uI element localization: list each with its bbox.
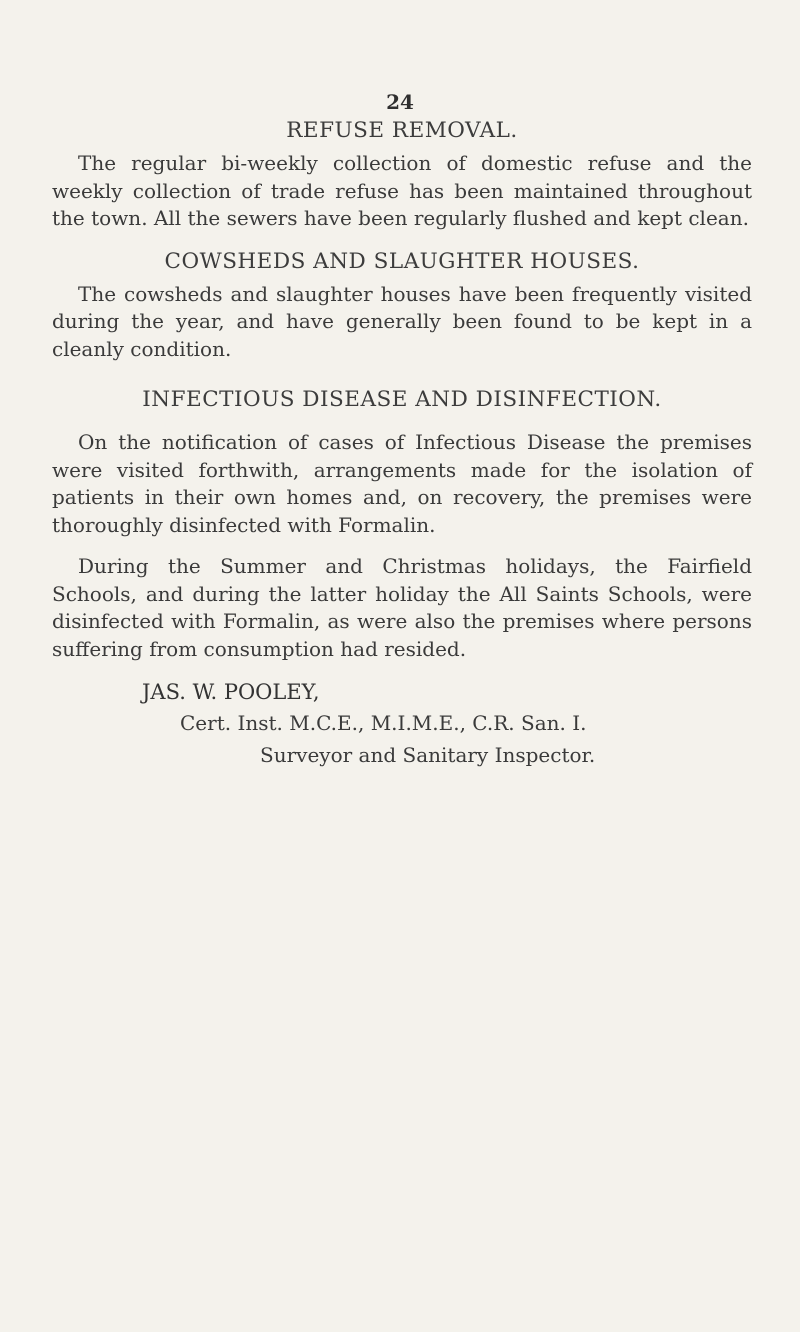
section-heading-infectious-disease: INFECTIOUS DISEASE AND DISINFECTION. xyxy=(142,387,662,412)
page-content xyxy=(52,116,752,771)
signature-qualifications: Cert. Inst. M.C.E., M.I.M.E., C.R. San. I. xyxy=(180,711,587,735)
paragraph-infectious-schools: During the Summer and Christmas holidays, the Fairfield Schools, and during the latter holiday the All Saints Schools, were disinfected with Formalin, as were also the premises where persons suffering from consumption had resided. xyxy=(52,554,752,661)
page-number: 24 xyxy=(386,90,414,114)
signature-name: JAS. W. POOLEY, xyxy=(142,680,320,704)
section-heading-cowsheds: COWSHEDS AND SLAUGHTER HOUSES. xyxy=(164,248,640,274)
signature-title: Surveyor and Sanitary Inspector. xyxy=(260,743,596,767)
section-heading-refuse-removal: REFUSE REMOVAL. xyxy=(286,118,518,143)
paragraph-cowsheds: The cowsheds and slaughter houses have been frequently visited during the year, and have generally been found to be kept in a cleanly condition. xyxy=(52,281,752,361)
paragraph-infectious-notification: On the notification of cases of Infectious Disease the premises were visited forthwith, arrangements made for the isolation of patients in their own homes and, on recovery, the premises were thoroughly disinfected with Formalin. xyxy=(52,430,752,537)
paragraph-refuse-removal: The regular bi-weekly collection of domestic refuse and the weekly collection of trade refuse has been maintained throughout the town. All the sewers have been regularly flushed and kept clean. xyxy=(52,151,752,230)
